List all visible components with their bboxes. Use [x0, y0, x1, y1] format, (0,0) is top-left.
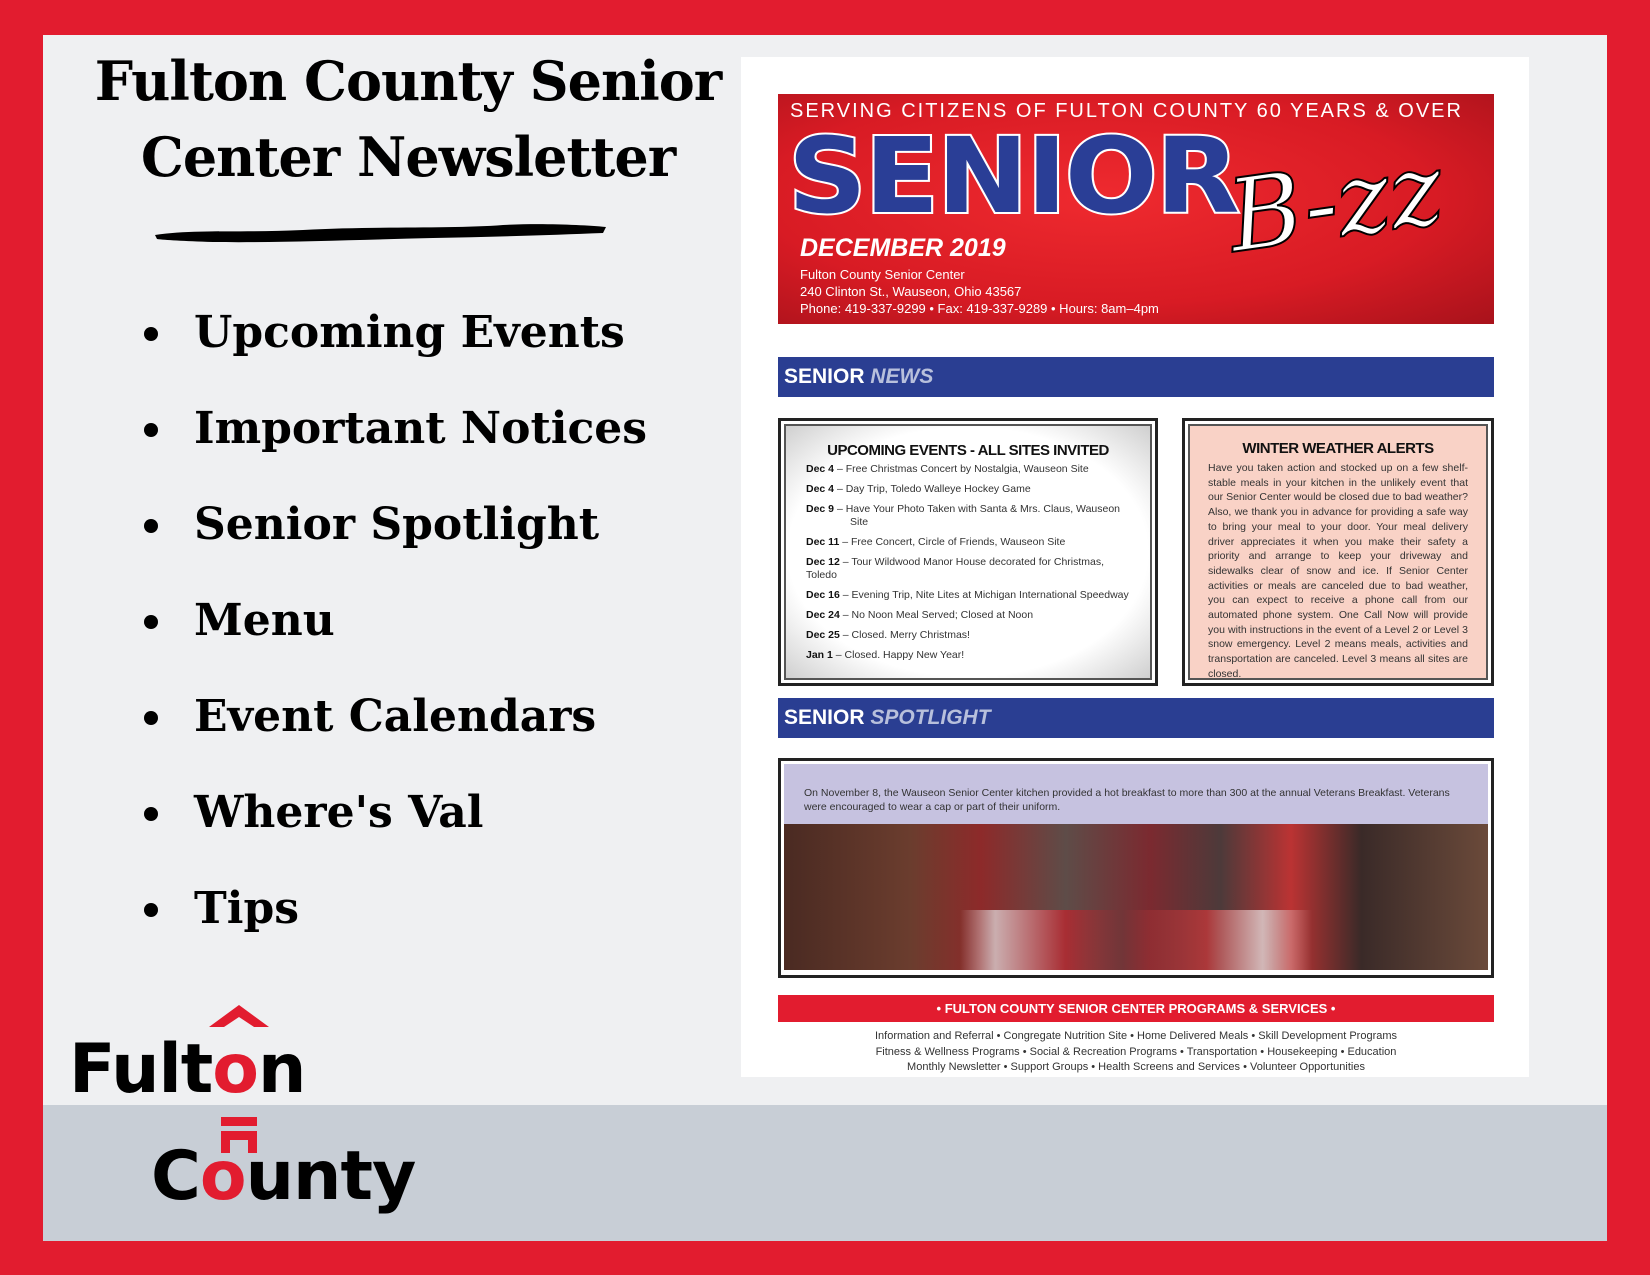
topic-list [98, 285, 647, 957]
senior-spotlight-bar [778, 698, 1494, 738]
programs-line: Information and Referral • Congregate Nutrition Site • Home Delivered Meals • Skill Development Programs [874, 1030, 1398, 1042]
masthead-script-title: B-zz [1220, 129, 1450, 276]
event-item: Dec 9 – Have Your Photo Taken with Santa & Mrs. Claus, Wauseon Site [806, 503, 1121, 528]
topic-label: Tips [194, 883, 299, 934]
spotlight-box [778, 758, 1494, 978]
bar-italic: NEWS [870, 365, 934, 388]
title-line-2: Center Newsletter [140, 125, 676, 189]
topic-label: Important Notices [194, 403, 648, 454]
brush-stroke-divider [153, 221, 608, 247]
logo-ohio-i [221, 1117, 257, 1126]
topic-label: Event Calendars [194, 691, 597, 742]
masthead [778, 94, 1494, 324]
upcoming-events-box [778, 418, 1158, 686]
issue-date: DECEMBER 2019 [800, 234, 1006, 262]
topic-item [98, 477, 647, 573]
fulton-county-logo [69, 1005, 429, 1216]
bullet-icon [144, 423, 158, 437]
topic-item [98, 765, 647, 861]
bullet-icon [144, 711, 158, 725]
bullet-icon [144, 327, 158, 341]
masthead-title: SENIOR [788, 115, 1238, 237]
title-line-1: Fulton County Senior [94, 49, 722, 113]
winter-weather-box [1182, 418, 1494, 686]
photo-detail [784, 910, 1488, 970]
main-panel [43, 35, 1607, 1241]
org-phone-hours: Phone: 419-337-9299 • Fax: 419-337-9289 • Hours: 8am–4pm [800, 301, 1159, 316]
event-item: Dec 4 – Free Christmas Concert by Nostalgia, Wauseon Site [806, 463, 1089, 475]
veterans-breakfast-photo [784, 824, 1488, 970]
masthead-tagline: SERVING CITIZENS OF FULTON COUNTY 60 YEARS & OVER [790, 100, 1463, 122]
masthead-contact [800, 266, 1159, 317]
org-address: 240 Clinton St., Wauseon, Ohio 43567 [800, 284, 1022, 299]
bar-italic: SPOTLIGHT [870, 706, 991, 729]
bullet-icon [144, 615, 158, 629]
event-item: Jan 1 – Closed. Happy New Year! [806, 649, 965, 661]
events-inner [784, 424, 1152, 680]
event-item: Dec 4 – Day Trip, Toledo Walleye Hockey Game [806, 483, 1031, 495]
programs-list [778, 1029, 1494, 1076]
bullet-icon [144, 807, 158, 821]
winter-inner [1188, 424, 1488, 680]
programs-bar: • FULTON COUNTY SENIOR CENTER PROGRAMS & SERVICES • [778, 995, 1494, 1022]
newsletter-preview [741, 57, 1529, 1077]
programs-line: Monthly Newsletter • Support Groups • Health Screens and Services • Volunteer Opportunities [907, 1061, 1365, 1073]
caret-cutout [221, 1017, 257, 1029]
topic-item [98, 861, 647, 957]
bar-bold: SENIOR [784, 365, 865, 388]
bullet-icon [144, 903, 158, 917]
senior-news-bar [778, 357, 1494, 397]
bullet-icon [144, 519, 158, 533]
event-item: Dec 25 – Closed. Merry Christmas! [806, 629, 970, 641]
topic-label: Where's Val [194, 787, 484, 838]
logo-word-fulton: Fulton [69, 1030, 306, 1109]
programs-line: Fitness & Wellness Programs • Social & Recreation Programs • Transportation • Housekeeping • Education [875, 1045, 1397, 1058]
event-item: Dec 12 – Tour Wildwood Manor House decorated for Christmas, Toledo [806, 556, 1105, 581]
topic-item [98, 573, 647, 669]
winter-body: Have you taken action and stocked up on a few shelf-stable meals in your kitchen in the unlikely event that our Senior Center would be closed due to bad weather? Also, we thank you in advance for providing a safe way to bring your meal to your door. Your meal delivery driver appreciates it when you make their safety a priority and arrange to keep your driveway and sidewalks clear of snow and ice. If Senior Center activities or meals are canceled due to bad weather, you can expect to receive a phone call from our automated phone system. One Call Now will provide you with instructions in the event of a Level 2 or Level 3 snow emergency. Level 2 means meals, activities and transportation are canceled. Level 3 means all sites are closed. [1208, 462, 1468, 680]
topic-item [98, 285, 647, 381]
topic-label: Senior Spotlight [194, 499, 600, 550]
event-item: Dec 16 – Evening Trip, Nite Lites at Michigan International Speedway [806, 589, 1129, 601]
topic-item [98, 381, 647, 477]
topic-label: Upcoming Events [194, 307, 625, 358]
org-name: Fulton County Senior Center [800, 267, 965, 282]
topic-label: Menu [194, 595, 335, 646]
spotlight-caption: On November 8, the Wauseon Senior Center kitchen provided a hot breakfast to more than 300 at the annual Veterans Breakfast. Veterans were encouraged to wear a cap or part of their uniform. [784, 764, 1488, 824]
logo-word-county: County [151, 1137, 416, 1216]
event-item: Dec 11 – Free Concert, Circle of Friends, Wauseon Site [806, 536, 1066, 548]
winter-title: WINTER WEATHER ALERTS [1242, 440, 1434, 457]
event-item: Dec 24 – No Noon Meal Served; Closed at Noon [806, 609, 1034, 621]
events-title: UPCOMING EVENTS - ALL SITES INVITED [827, 442, 1109, 459]
bar-bold: SENIOR [784, 706, 865, 729]
page-title [73, 43, 743, 195]
topic-item [98, 669, 647, 765]
